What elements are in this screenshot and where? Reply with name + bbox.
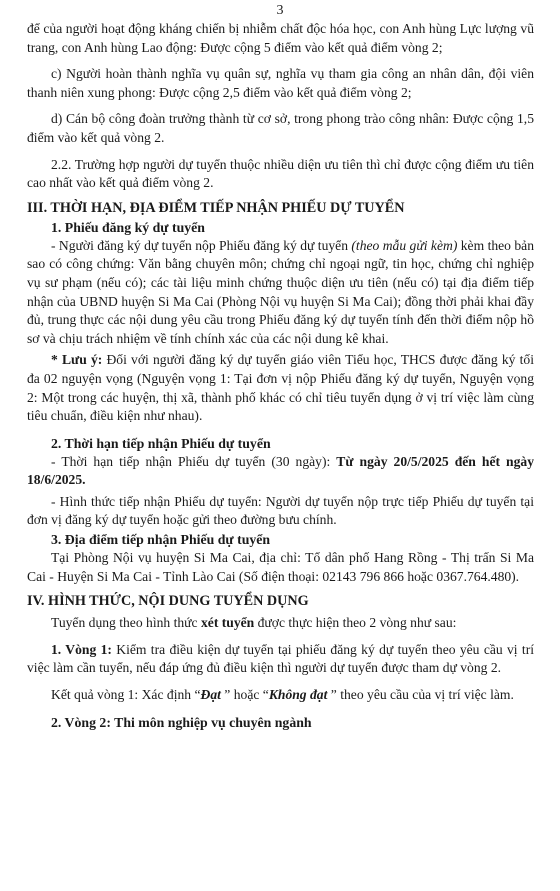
paragraph-note	[27, 351, 534, 425]
paragraph-submission-method: - Hình thức tiếp nhận Phiếu dự tuyển: Người dự tuyển nộp trực tiếp Phiếu dự tuyển tại đơn vị đăng ký dự tuyển hoặc gửi theo đường bưu chính.	[27, 493, 534, 528]
paragraph-round-1	[27, 641, 534, 678]
registration-text-a: - Người đăng ký dự tuyển nộp Phiếu đăng ký dự tuyển	[51, 237, 352, 253]
paragraph-priority-c: c) Người hoàn thành nghĩa vụ quân sự, nghĩa vụ tham gia công an nhân dân, đội viên thanh niên xung phong: Được cộng 2,5 điểm vào kết quả điểm vòng 2;	[27, 66, 534, 100]
round-2-heading: 2. Vòng 2: Thi môn nghiệp vụ chuyên ngành	[51, 714, 312, 730]
registration-text-italic: (theo mẫu gửi kèm)	[351, 237, 458, 253]
paragraph-location: Tại Phòng Nội vụ huyện Si Ma Cai, địa chỉ: Tổ dân phố Hang Rồng - Thị trấn Si Ma Cai - Huyện Si Ma Cai - Tỉnh Lào Cai (Số điện thoại: 02143 796 866 hoặc 0367.764.480).	[27, 550, 534, 584]
paragraph-2-2: 2.2. Trường hợp người dự tuyển thuộc nhiều diện ưu tiên thì chỉ được cộng điểm ưu tiên cao nhất vào kết quả điểm vòng 2.	[27, 156, 534, 191]
note-label: * Lưu ý:	[51, 352, 103, 368]
subsection-3-heading: 3. Địa điểm tiếp nhận Phiếu dự tuyển	[51, 532, 271, 548]
round-1-text: Kiểm tra điều kiện dự tuyển tại phiếu đăng ký dự tuyển theo yêu cầu vị trí việc làm cần tuyển, nếu đáp ứng đủ điều kiện thì người dự tuyển được tham dự vòng 2.	[27, 641, 534, 676]
result-text-c: ” hoặc “	[220, 687, 269, 703]
paragraph-priority-b-continued: để của người hoạt động kháng chiến bị nhiễm chất độc hóa học, con Anh hùng Lực lượng vũ trang, con Anh hùng Lao động: Được cộng 5 điểm vào kết quả điểm vòng 2;	[27, 21, 534, 55]
subsection-1-heading: 1. Phiếu đăng ký dự tuyển	[51, 219, 205, 235]
result-text-a: Kết quả vòng 1: Xác định “	[51, 687, 201, 703]
round-1-label: 1. Vòng 1:	[51, 641, 112, 657]
intro-text-c: được thực hiện theo 2 vòng như sau:	[254, 615, 457, 631]
result-text-e: ” theo yêu cầu của vị trí việc làm.	[327, 687, 514, 703]
subsection-2-heading: 2. Thời hạn tiếp nhận Phiếu dự tuyển	[51, 435, 271, 451]
note-text: Đối với người đăng ký dự tuyển giáo viên Tiểu học, THCS được đăng ký tối đa 02 nguyện vọng (Nguyện vọng 1: Tại đơn vị nộp Phiếu đăng ký dự tuyển, Nguyện vọng 2: Một trong các huyện, thị xã, thành phố khác có chỉ tiêu tuyển dụng ở vị trí việc làm cùng tiêu chuẩn, điều kiện như nhau).	[27, 352, 534, 424]
deadline-dates: Từ ngày 20/5/2025 đến hết ngày 18/6/2025.	[27, 453, 534, 488]
registration-text-b: kèm theo bản sao có công chứng: Văn bằng chuyên môn; chứng chỉ ngoại ngữ, tin học, chứng chỉ nghiệp vụ sư phạm (nếu có); các tài liệu minh chứng thuộc diện ưu tiên (nếu có) tại địa điểm tiếp nhận của UBND huyện Si Ma Cai (Phòng Nội vụ huyện Si Ma Cai); đồng thời phải khai đầy đủ, trung thực các nội dung yêu cầu trong Phiếu đăng ký dự tuyển tính đến thời điểm nộp hồ sơ và chịu trách nhiệm về tính chính xác của các nội dung kê khai.	[27, 237, 534, 346]
paragraph-round-1-result	[27, 686, 534, 705]
result-fail: Không đạt	[268, 687, 328, 703]
paragraph-deadline	[27, 453, 534, 490]
deadline-text-a: - Thời hạn tiếp nhận Phiếu dự tuyển (30 ngày):	[51, 453, 337, 469]
document-body	[0, 20, 560, 732]
intro-text-a: Tuyển dụng theo hình thức	[51, 615, 201, 631]
paragraph-priority-d: d) Cán bộ công đoàn trưởng thành từ cơ sở, trong phong trào công nhân: Được cộng 1,5 điểm vào kết quả vòng 2.	[27, 111, 534, 145]
page-number: 3	[276, 3, 284, 18]
paragraph-recruitment-intro	[27, 614, 534, 633]
section-3-heading: III. THỜI HẠN, ĐỊA ĐIỂM TIẾP NHẬN PHIẾU DỰ TUYỂN	[27, 199, 405, 216]
intro-text-bold: xét tuyển	[200, 615, 255, 631]
section-4-heading: IV. HÌNH THỨC, NỘI DUNG TUYỂN DỤNG	[27, 593, 309, 610]
result-pass: Đạt	[200, 687, 221, 703]
paragraph-registration-form	[27, 237, 534, 349]
